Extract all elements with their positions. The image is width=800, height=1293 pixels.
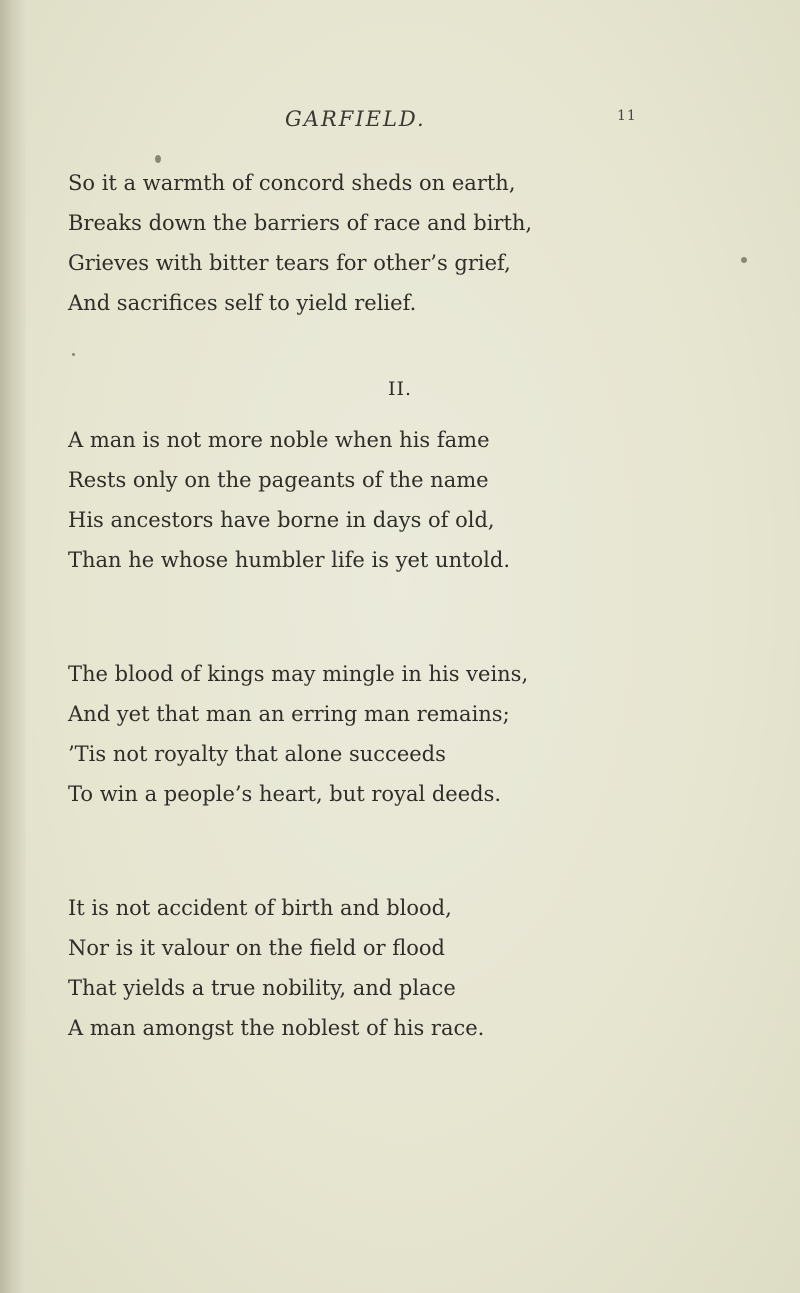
poem-line: ’Tis not royalty that alone succeeds <box>68 742 446 766</box>
poem-line: The blood of kings may mingle in his veins, <box>68 662 529 686</box>
poem-line: To win a people’s heart, but royal deeds. <box>68 782 502 806</box>
running-head <box>0 107 800 137</box>
stanza-4 <box>68 888 728 1048</box>
ink-speck <box>155 155 161 163</box>
poem-line: So it a warmth of concord sheds on earth, <box>68 171 516 195</box>
ink-speck <box>72 353 75 356</box>
section-number: II. <box>387 378 413 400</box>
page-number: 11 <box>617 108 637 124</box>
poem-line: A man amongst the noblest of his race. <box>68 1016 485 1040</box>
running-title: GARFIELD. <box>285 107 426 131</box>
stanza-2 <box>68 420 728 580</box>
poem-line: Grieves with bitter tears for other’s grief, <box>68 251 511 275</box>
poem-line: Breaks down the barriers of race and birth, <box>68 211 533 235</box>
poem-line: Rests only on the pageants of the name <box>68 468 489 492</box>
poem-line: That yields a true nobility, and place <box>68 976 456 1000</box>
poem-line: A man is not more noble when his fame <box>68 428 490 452</box>
ink-speck <box>741 257 747 263</box>
poem-line: Than he whose humbler life is yet untold. <box>68 548 511 572</box>
page-gutter-shadow <box>0 0 26 1293</box>
poem-line: His ancestors have borne in days of old, <box>68 508 495 532</box>
poem-line: Nor is it valour on the field or flood <box>68 936 445 960</box>
poem-line: And sacrifices self to yield relief. <box>68 291 417 315</box>
stanza-3 <box>68 654 728 814</box>
poem-line: It is not accident of birth and blood, <box>68 896 452 920</box>
stanza-1 <box>68 163 728 323</box>
poem-line: And yet that man an erring man remains; <box>68 702 510 726</box>
